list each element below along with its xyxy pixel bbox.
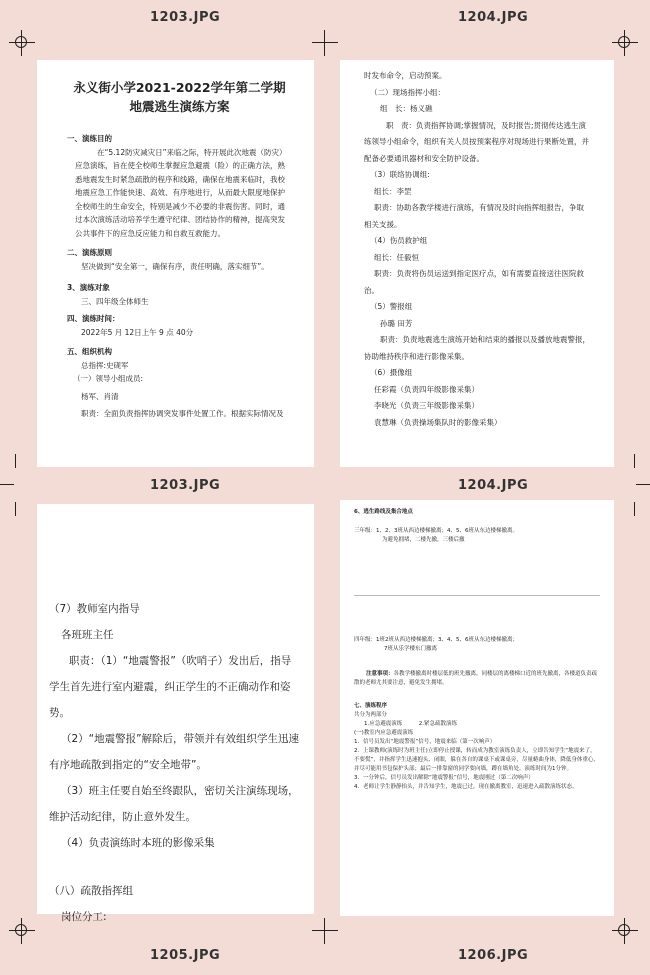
- paragraph: （6）摄像组: [370, 368, 413, 377]
- paragraph: 三、四年级全体师生: [81, 296, 149, 306]
- note-label: 注意事项：: [366, 671, 394, 677]
- paragraph: 总指挥:史砚军: [81, 360, 129, 370]
- document-page-2: [340, 60, 614, 467]
- section-heading: 二、演练原则: [67, 248, 112, 257]
- file-label-1204-second: 1204.JPG: [458, 478, 529, 493]
- trim-tick: [634, 502, 635, 516]
- crop-mark-icon: [312, 918, 338, 944]
- paragraph: （八）疏散指挥组: [49, 885, 133, 897]
- file-label-1204: 1204.JPG: [458, 10, 529, 25]
- paragraph: 4．老师让学生静静抬头，并告知学生，地震已过，现在撤离教室，迅速进入疏散演练状态。: [354, 784, 578, 790]
- paragraph: 四年级：1班2班从西边楼梯撤离；3、4、5、6班从东边楼梯撤离；: [354, 637, 518, 643]
- trim-tick: [636, 484, 650, 485]
- section-heading: 一、演练目的: [67, 134, 112, 143]
- paragraph: 职责：协助各教学楼进行演练，有情况及时向指挥组报告，争取相关支援。: [364, 203, 584, 229]
- section-heading: 七、演练程序: [354, 703, 388, 709]
- paragraph: （4）伤员救护组: [370, 236, 428, 245]
- paragraph: 各班班主任: [61, 629, 114, 641]
- paragraph: （2）“地震警报”解除后，带领并有效组织学生迅速有序地疏散到指定的“安全地带”。: [49, 733, 300, 771]
- paragraph: （7）教师室内指导: [49, 603, 140, 615]
- file-label-1203: 1203.JPG: [150, 10, 221, 25]
- trim-tick: [0, 484, 14, 485]
- paragraph: 职责：负责地震逃生演练开始和结束的播报以及播放地震警报，协助维持秩序和进行影像采集。: [364, 335, 590, 361]
- file-label-1206: 1206.JPG: [458, 948, 529, 963]
- paragraph: （5）警报组: [370, 302, 413, 311]
- trim-tick: [15, 502, 16, 516]
- paragraph: 职责：负责将伤员运送到指定医疗点，如有需要直接送往医院救治。: [364, 269, 584, 295]
- page-subtitle: 地震逃生演练方案: [129, 99, 230, 114]
- section-heading: 3、演练对象: [67, 283, 110, 292]
- crop-mark-icon: [9, 30, 35, 56]
- file-label-1205: 1205.JPG: [150, 948, 221, 963]
- document-page-3: [37, 504, 314, 923]
- document-page-1: [37, 60, 314, 467]
- paragraph: 三年级：1、2、3班从西边楼梯撤离；4、5、6班从东边楼梯撤离。: [354, 528, 518, 534]
- note-text: 各教学楼撤离时楼层低的班先撤离，同楼层的离楼梯口近的班先撤离，各楼道负责疏散的老师尤其要注意，避免发生拥堵。: [354, 671, 598, 686]
- paragraph: 3．一分钟后，信号员发出解除“地震警报”信号，地震刚过（第二次响声）: [354, 775, 534, 781]
- paragraph: 职责：全面负责指挥协调突发事件处置工作。根据实际情况及: [81, 409, 284, 418]
- paragraph: （一）领导小组成员:: [73, 374, 144, 383]
- paragraph: （3）联络协调组:: [370, 170, 430, 179]
- document-page-4: [340, 500, 614, 916]
- file-label-1203-second: 1203.JPG: [150, 478, 221, 493]
- paragraph: 共分为两部分: [354, 712, 388, 718]
- paragraph: 时发布命令，启动预案。: [364, 71, 447, 80]
- paragraph: 为避免拥堵，二楼先撤，三楼后撤: [382, 537, 465, 543]
- paragraph: 任彩霞（负责四年级影像采集）: [374, 384, 479, 394]
- paragraph: 杨军、肖清: [81, 391, 119, 401]
- paragraph: 在“5.12防灾减灾日”来临之际，特开展此次地震（防灾）应急演练，旨在使全校师生掌握应急避震（险）的正确方法，熟悉地震发生时紧急疏散的程序和线路，确保在地震来临时，我校地震应急工作能快速、高效、有序地进行，从而最大限度地保护全校师生的生命安全，特别是减少不必要的非震伤害。同时，通过本次演练活动培养学生遵守纪律、团结协作的精神，提高突发公共事件下的应急反应能力和自救互救能力。: [75, 147, 287, 238]
- paragraph: 2．上课教师(演练时为班主任)立即停止授课，转而成为教室演练负责人，立即告知学生“地震来了，不要慌”，并指挥学生迅速抱头、闭眼，躲在各自的课桌下或课桌旁，尽量蜷曲身体，降低身体重心，并尽可能用书包保护头部；最后一排靠窗的同学要向墙，蹲在墙角处。演练时间为1分钟。: [354, 748, 599, 772]
- crop-mark-icon: [612, 918, 638, 944]
- paragraph: [354, 670, 600, 688]
- paragraph: (一)教室内应急避震演练: [354, 730, 414, 736]
- paragraph: 职 责：负责指挥协调;掌握情况，及时报告;贯彻传达逃生演练领导小组命令，组织有关人员按预案程序对现场进行果断处置，并配备必要通讯器材和安全防护设备。: [364, 120, 589, 163]
- paragraph: 坚决做到“安全第一，确保有序，责任明确，落实细节”。: [81, 261, 269, 271]
- crop-mark-icon: [612, 30, 638, 56]
- paragraph: 职责：（1）“地震警报”（吹哨子）发出后，指导学生首先进行室内避震，纠正学生的不正确动作和姿势。: [49, 655, 292, 719]
- section-heading: 6、逃生路线及集合地点: [354, 509, 413, 515]
- paragraph: 组长：任毅恒: [374, 252, 419, 262]
- trim-tick: [634, 454, 635, 468]
- paragraph: 1．信号员发出“地震警报”信号，地震来临（第一次响声）: [354, 739, 496, 745]
- page-title: 永义街小学2021-2022学年第二学期: [73, 80, 286, 95]
- paragraph: 2022年5 月 12日上午 9 点 40分: [81, 327, 194, 337]
- crop-mark-icon: [312, 30, 338, 56]
- section-heading: 五、组织机构: [67, 347, 112, 356]
- paragraph: 袁慧琳（负责操场集队时的影像采集）: [374, 417, 502, 427]
- paragraph: 7班从乐学楼东门撤离: [384, 646, 437, 652]
- paragraph: 1.应急避震演练 2.紧急疏散演练: [364, 721, 457, 727]
- section-heading: 四、演练时间：: [67, 314, 120, 323]
- paragraph: 组 长：杨义礁: [380, 104, 433, 113]
- paragraph: 孙璐 田芳: [380, 318, 413, 328]
- paragraph: 岗位分工:: [61, 911, 107, 923]
- paragraph: （3）班主任要自始至终跟队，密切关注演练现场，维护活动纪律，防止意外发生。: [49, 785, 299, 823]
- paragraph: （二）现场指挥小组：: [370, 87, 445, 97]
- trim-tick: [15, 454, 16, 468]
- divider: [354, 595, 600, 596]
- paragraph: 组长：李罡: [374, 186, 412, 196]
- paragraph: （4）负责演练时本班的影像采集: [61, 837, 215, 849]
- crop-mark-icon: [9, 918, 35, 944]
- paragraph: 李晓光（负责三年级影像采集）: [374, 401, 479, 410]
